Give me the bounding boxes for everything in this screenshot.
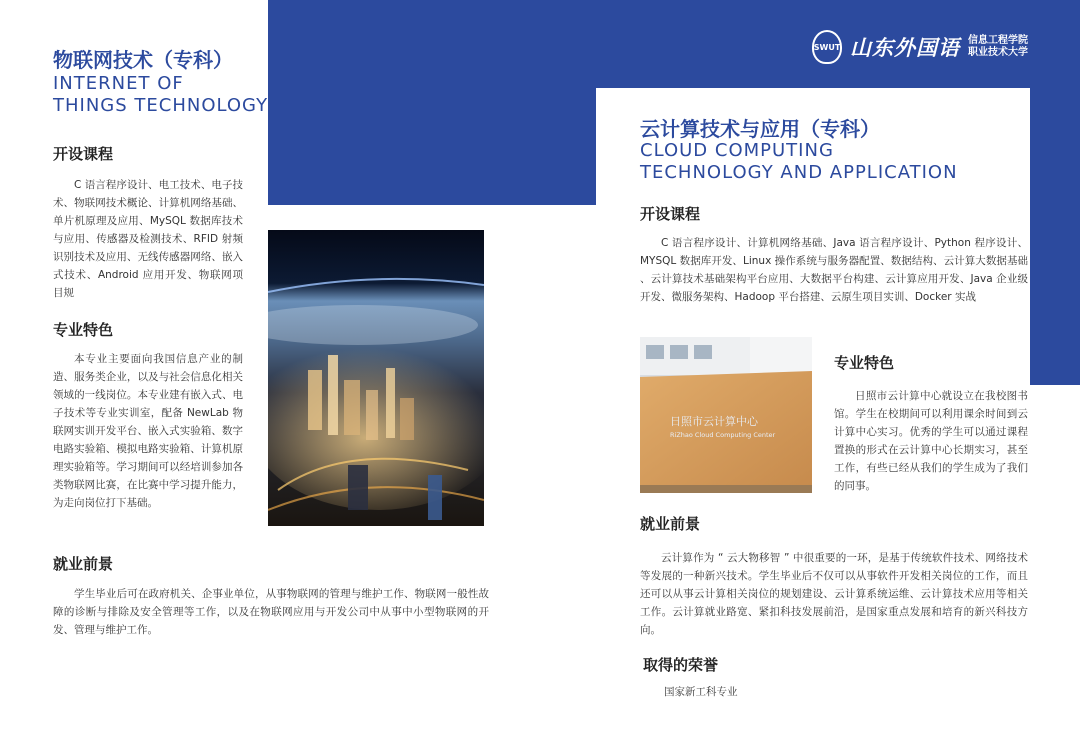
left-features-text: 本专业主要面向我国信息产业的制造、服务类企业，以及与社会信息化相关领域的一线岗位。本专业建有嵌入式、电子技术等专业实训室，配备 NewLab 物联网实训开发平台、嵌入式实验箱、数字电路实验箱、模拟电路实验箱、计算机原理实验箱等。学习期间可以经培训参加各类物联网比赛，在比赛中学习提升能力，为走向岗位打下基础。 xyxy=(53,353,243,509)
left-career-text: 学生毕业后可在政府机关、企事业单位，从事物联网的管理与维护工作、物联网一般性故障的诊断与排除及安全管理等工作，以及在物联网应用与开发公司中从事中小型物联网的开发、管理与维护工作。 xyxy=(53,588,489,636)
right-title-en-2: TECHNOLOGY AND APPLICATION xyxy=(640,162,958,183)
earth-city-image xyxy=(268,230,484,526)
school-name: 山东外国语 xyxy=(850,36,960,60)
right-title-en-1: CLOUD COMPUTING xyxy=(640,140,834,161)
cloud-center-illustration xyxy=(640,337,812,493)
left-career-heading: 就业前景 xyxy=(53,555,114,573)
left-features-heading: 专业特色 xyxy=(53,321,114,339)
school-emblem-icon: SWUT xyxy=(812,30,842,64)
school-sub-1: 信息工程学院 xyxy=(968,35,1028,46)
school-logo xyxy=(812,30,1028,64)
left-title-en-1: INTERNET OF xyxy=(53,73,184,94)
right-courses-text: C 语言程序设计、计算机网络基础、Java 语言程序设计、Python 程序设计、MYSQL 数据库开发、Linux 操作系统与服务器配置、数据结构、云计算大数据基础 、云计算技术基础架构平台应用、大数据平台构建、云计算应用开发、Java 企业级开发、微服务架构、Hadoop 平台搭建、云原生项目实训、Docker 实战 xyxy=(640,237,1028,303)
right-features-text: 日照市云计算中心就设立在我校图书馆。学生在校期间可以利用课余时间到云计算中心实习。优秀的学生可以通过课程置换的形式在云计算中心长期实习，甚至工作，有些已经从我们的学生成为了我们的同事。 xyxy=(834,390,1028,492)
left-courses-text: C 语言程序设计、电工技术、电子技术、物联网技术概论、计算机网络基础、单片机原理及应用、MySQL 数据库技术与应用、传感器及检测技术、RFID 射频识别技术及应用、无线传感器网络、嵌入式技术、Android 应用开发、物联网项目规 xyxy=(53,179,243,299)
right-honor-text: 国家新工科专业 xyxy=(664,686,738,698)
school-subtitle xyxy=(968,35,1028,59)
cloud-center-sign: 日照市云计算中心 xyxy=(670,415,758,428)
right-features-heading: 专业特色 xyxy=(834,354,895,372)
right-career-heading: 就业前景 xyxy=(640,515,701,533)
left-title-cn: 物联网技术（专科） xyxy=(53,48,233,72)
right-title-cn: 云计算技术与应用（专科） xyxy=(640,117,880,141)
left-title-en-2: THINGS TECHNOLOGY xyxy=(53,95,269,116)
blue-edge xyxy=(1030,0,1080,385)
right-honor-heading: 取得的荣誉 xyxy=(643,656,719,674)
left-courses-heading: 开设课程 xyxy=(53,145,114,163)
cloud-center-photo xyxy=(640,337,812,493)
school-sub-2: 职业技术大学 xyxy=(968,47,1028,58)
right-career-text: 云计算作为 “ 云大物移智 ” 中很重要的一环，是基于传统软件技术、网络技术等发展的一种新兴技术。学生毕业后不仅可以从事软件开发相关岗位的工作，而且还可以从事云计算相关岗位的规划建设、云计算系统运维、云计算技术应用等相关工作。云计算就业路宽、紧扣科技发展前沿，是国家重点发展和培育的新兴科技方向。 xyxy=(640,552,1028,636)
right-courses-heading: 开设课程 xyxy=(640,205,701,223)
cloud-center-sign-en: RiZhao Cloud Computing Center xyxy=(670,431,776,439)
earth-city-illustration xyxy=(268,230,484,526)
